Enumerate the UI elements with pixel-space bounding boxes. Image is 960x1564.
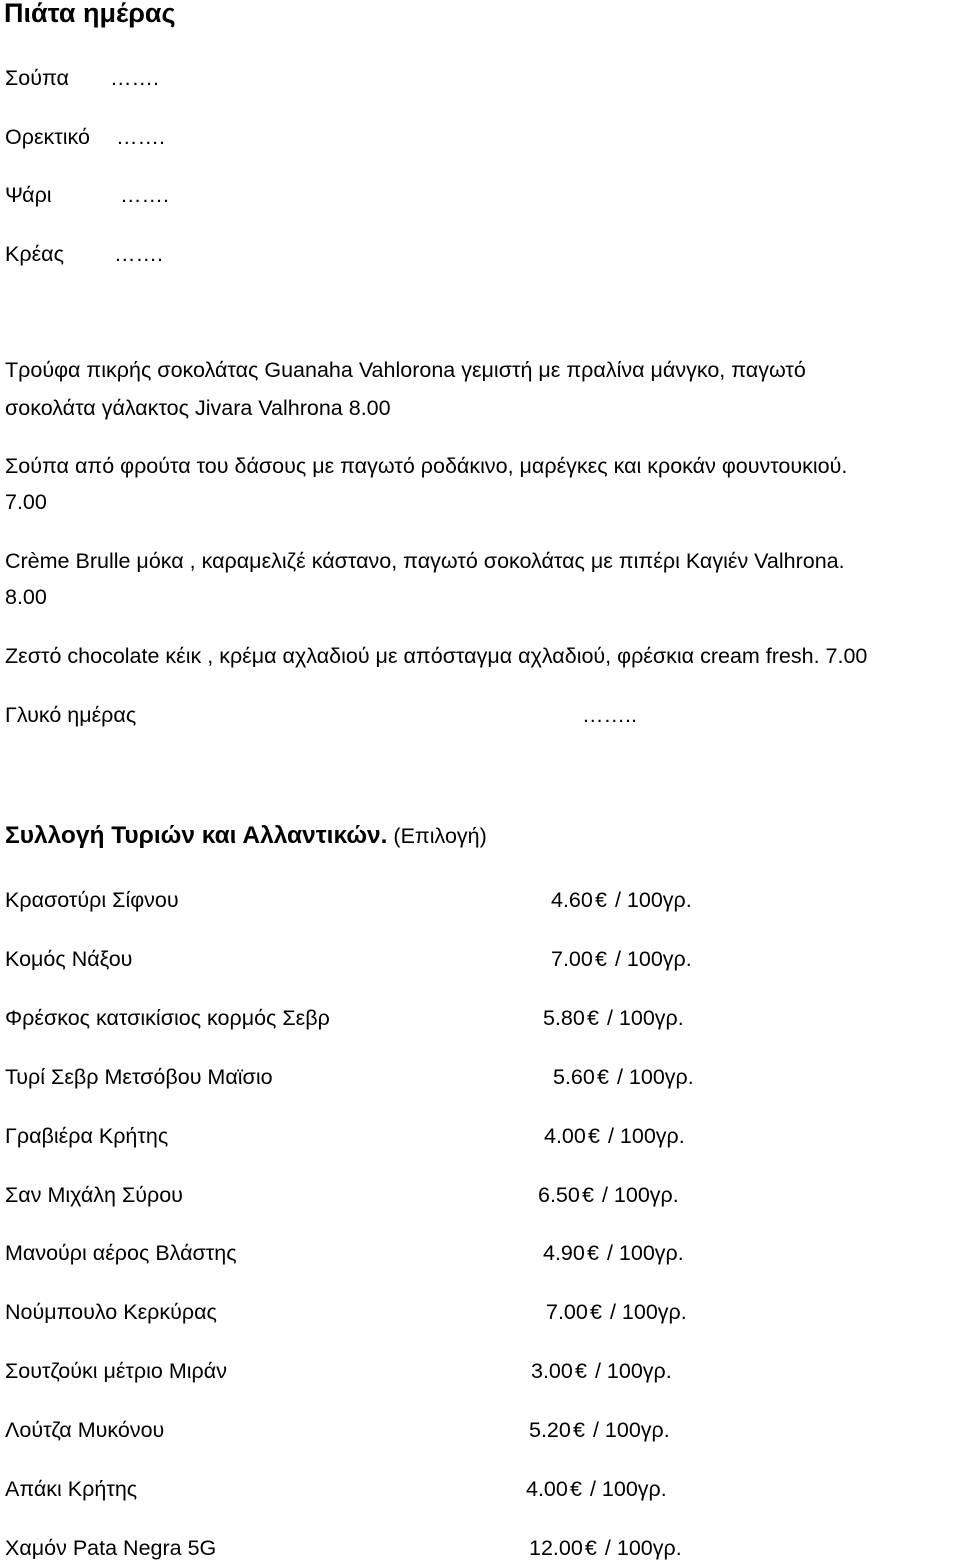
cheese-item-name: Κρασοτύρι Σίφνου [5, 888, 179, 912]
euro-icon: € [594, 888, 607, 912]
price-unit: / 100γρ. [586, 1418, 670, 1442]
price-unit: / 100γρ. [588, 1359, 672, 1383]
euro-icon: € [596, 1065, 609, 1089]
euro-icon: € [574, 1359, 587, 1383]
price-unit: / 100γρ. [601, 1124, 685, 1148]
cheese-item-name: Νούμπουλο Κερκύρας [5, 1300, 217, 1324]
cheese-item-name: Μανούρι αέρος Βλάστης [5, 1241, 237, 1265]
price-unit: / 100γρ. [598, 1536, 682, 1560]
dessert-2-line-2: 7.00 [5, 490, 47, 514]
cheese-item-name: Τυρί Σεβρ Μετσόβου Μαϊσιο [5, 1065, 273, 1089]
cheese-section-note: (Επιλογή) [387, 824, 487, 848]
cheese-item-price [538, 1183, 679, 1208]
euro-icon: € [586, 1006, 599, 1030]
daily-item-soup-dots: ……. [110, 66, 159, 90]
price-value: 7.00 [546, 1300, 588, 1324]
cheese-item-price [531, 1359, 672, 1384]
cheese-item-price [553, 1065, 694, 1090]
cheese-item-name: Γραβιέρα Κρήτης [5, 1124, 169, 1148]
euro-icon: € [581, 1183, 594, 1207]
sweet-of-day-dots: …….. [582, 703, 637, 727]
price-value: 6.50 [538, 1183, 580, 1207]
price-value: 5.20 [529, 1418, 571, 1442]
cheese-item-name: Σαν Μιχάλη Σύρου [5, 1183, 183, 1207]
euro-icon: € [594, 947, 607, 971]
price-value: 4.60 [551, 888, 593, 912]
price-value: 5.80 [543, 1006, 585, 1030]
cheese-item-price [551, 888, 692, 913]
euro-icon: € [589, 1300, 602, 1324]
cheese-item-name: Κομός Νάξου [5, 947, 133, 971]
price-unit: / 100γρ. [583, 1477, 667, 1501]
price-value: 4.00 [526, 1477, 568, 1501]
price-unit: / 100γρ. [600, 1241, 684, 1265]
price-value: 3.00 [531, 1359, 573, 1383]
cheese-item-name: Λούτζα Μυκόνου [5, 1418, 165, 1442]
price-unit: / 100γρ. [595, 1183, 679, 1207]
dessert-3-line-1: Crème Brulle μόκα , καραμελιζέ κάστανο, παγωτό σοκολάτας με πιπέρι Καγιέν Valhrona. [5, 549, 845, 573]
cheese-item-price [543, 1241, 684, 1266]
price-unit: / 100γρ. [608, 947, 692, 971]
cheese-item-price [543, 1006, 684, 1031]
price-unit: / 100γρ. [603, 1300, 687, 1324]
cheese-item-name: Σουτζούκι μέτριο Μιράν [5, 1359, 227, 1383]
price-value: 5.60 [553, 1065, 595, 1089]
dessert-4-line-1: Ζεστό chocolate κέικ , κρέμα αχλαδιού με απόσταγμα αχλαδιού, φρέσκια cream fresh. 7.00 [5, 644, 868, 668]
euro-icon: € [572, 1418, 585, 1442]
cheese-item-price [529, 1418, 670, 1443]
cheese-item-price [526, 1477, 667, 1502]
daily-item-fish-dots: ……. [120, 183, 169, 207]
dessert-1-line-1: Τρούφα πικρής σοκολάτας Guanaha Vahlorona γεμιστή με πραλίνα μάνγκο, παγωτό [5, 358, 806, 382]
daily-item-fish: Ψάρι [5, 183, 52, 207]
cheese-section-heading: Συλλογή Τυριών και Αλλαντικών. [5, 822, 388, 849]
price-unit: / 100γρ. [600, 1006, 684, 1030]
price-value: 12.00 [529, 1536, 583, 1560]
daily-item-appetizer-dots: ……. [116, 125, 165, 149]
cheese-item-name: Φρέσκος κατσικίσιος κορμός Σεβρ [5, 1006, 330, 1030]
euro-icon: € [569, 1477, 582, 1501]
price-value: 4.90 [543, 1241, 585, 1265]
cheese-item-price [529, 1536, 682, 1561]
dessert-1-line-2: σοκολάτα γάλακτος Jivara Valhrona 8.00 [5, 396, 391, 420]
dessert-2-line-1: Σούπα από φρούτα του δάσους με παγωτό ροδάκινο, μαρέγκες και κροκάν φουντουκιού. [5, 454, 848, 478]
cheese-section-title [5, 822, 487, 850]
cheese-item-price [551, 947, 692, 972]
price-value: 4.00 [544, 1124, 586, 1148]
cheese-item-price [544, 1124, 685, 1149]
price-unit: / 100γρ. [608, 888, 692, 912]
sweet-of-day: Γλυκό ημέρας [5, 703, 137, 727]
cheese-item-name: Χαμόν Pata Negra 5G [5, 1536, 217, 1560]
euro-icon: € [586, 1241, 599, 1265]
euro-icon: € [584, 1536, 597, 1560]
page-title: Πιάτα ημέρας [4, 0, 176, 28]
daily-item-meat-dots: ……. [114, 242, 163, 266]
price-unit: / 100γρ. [610, 1065, 694, 1089]
daily-item-appetizer: Ορεκτικό [5, 125, 91, 149]
cheese-item-price [546, 1300, 687, 1325]
daily-item-meat: Κρέας [5, 242, 64, 266]
dessert-3-line-2: 8.00 [5, 585, 47, 609]
daily-item-soup: Σούπα [5, 66, 69, 90]
price-value: 7.00 [551, 947, 593, 971]
euro-icon: € [587, 1124, 600, 1148]
cheese-item-name: Απάκι Κρήτης [5, 1477, 138, 1501]
